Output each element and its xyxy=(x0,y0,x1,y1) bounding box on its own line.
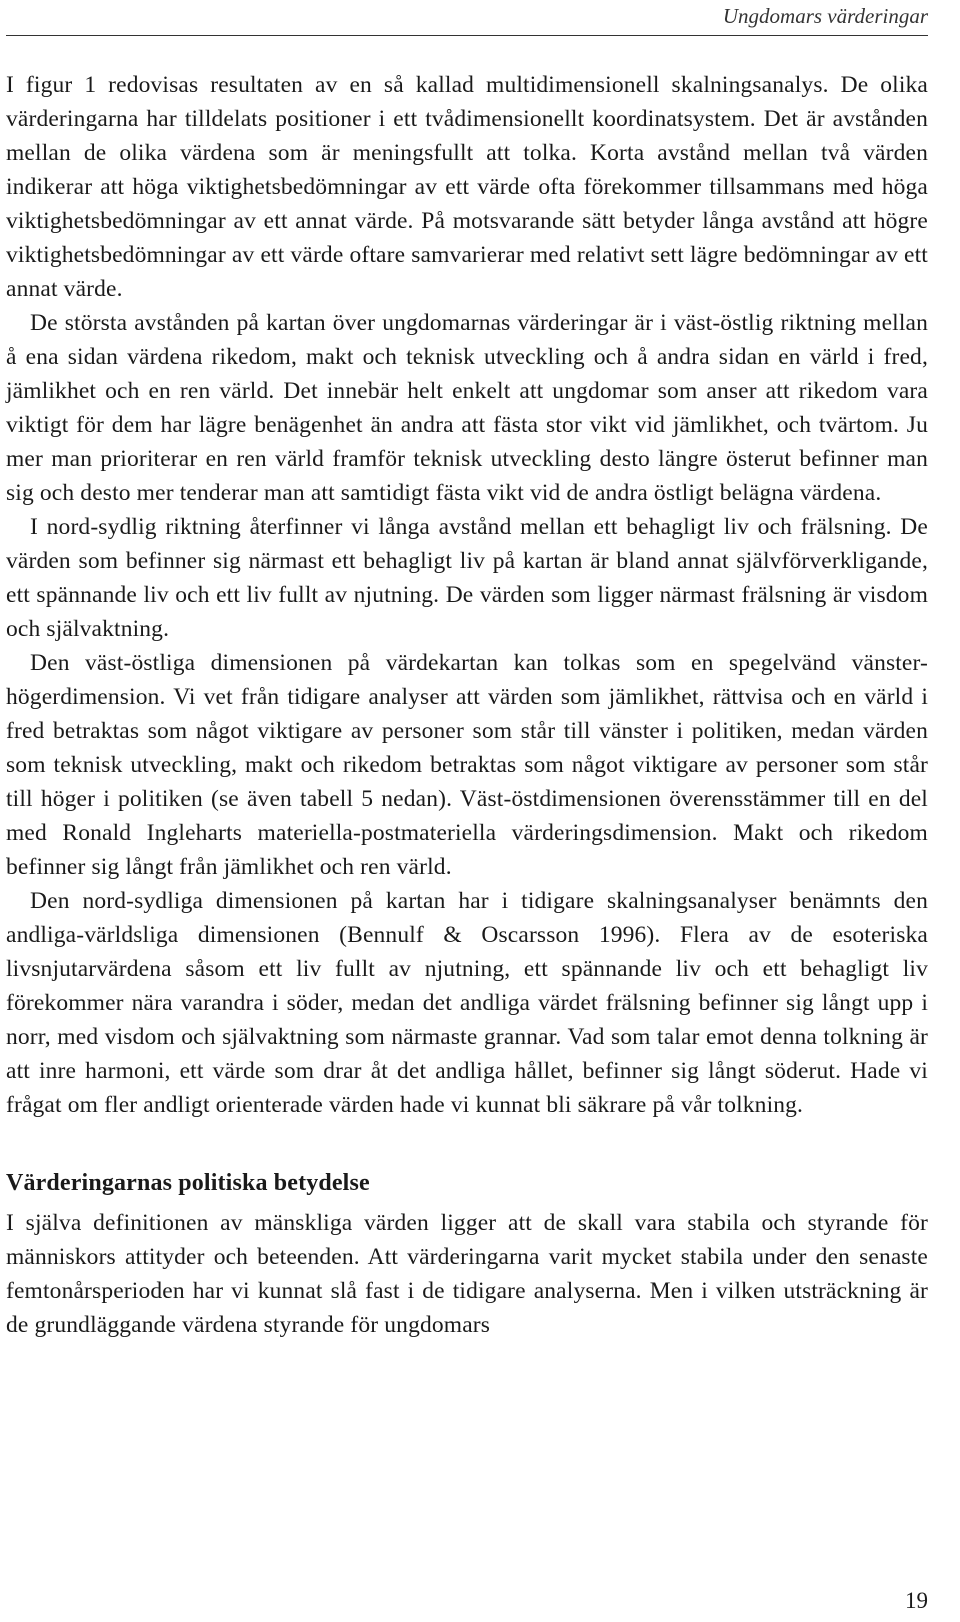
page-body xyxy=(6,68,928,1342)
body-paragraph-1: I figur 1 redovisas resultaten av en så kallad multidimensionell skalningsanalys. De olika värderingarna har tilldelats positioner i ett tvådimensionellt koordinatsystem. Det är avstånden mellan de olika värdena som är meningsfullt att tolka. Korta avstånd mellan två värden indikerar att höga viktighetsbedömningar av ett värde ofta förekommer tillsammans med höga viktighetsbedömningar av ett annat värde. På motsvarande sätt betyder långa avstånd att högre viktighetsbedömningar av ett värde oftare samvarierar med relativt sett lägre bedömningar av ett annat värde. xyxy=(6,72,928,302)
header-rule xyxy=(6,35,928,36)
section-heading: Värderingarnas politiska betydelse xyxy=(6,1170,370,1196)
body-paragraph-2: De största avstånden på kartan över ungdomarnas värderingar är i väst-östlig riktning mellan å ena sidan värdena rikedom, makt och teknisk utveckling och å andra sidan en värld i fred, jämlikhet och en ren värld. Det innebär helt enkelt att ungdomar som anser att rikedom vara viktigt för dem har lägre benägenhet än andra att fästa stor vikt vid jämlikhet, och tvärtom. Ju mer man prioriterar en ren värld framför teknisk utveckling desto längre österut befinner man sig och desto mer tenderar man att samtidigt fästa vikt vid de andra östligt belägna värdena. xyxy=(6,310,928,506)
section-paragraph: I själva definitionen av mänskliga värden ligger att de skall vara stabila och styrande för människors attityder och beteenden. Att värderingarna varit mycket stabila under den senaste femtonårsperioden har vi kunnat slå fast i de tidigare analyserna. Men i vilken utsträckning är de grundläggande värdena styrande för ungdomars xyxy=(6,1210,928,1338)
running-header-title: Ungdomars värderingar xyxy=(722,4,928,28)
page-number: 19 xyxy=(905,1588,928,1613)
body-paragraph-3: I nord-sydlig riktning återfinner vi långa avstånd mellan ett behagligt liv och frälsning. De värden som befinner sig närmast ett behagligt liv på kartan är bland annat självförverkligande, ett spännande liv och ett liv fullt av njutning. De värden som ligger närmast frälsning är visdom och självaktning. xyxy=(6,514,928,642)
body-paragraph-5: Den nord-sydliga dimensionen på kartan har i tidigare skalningsanalyser benämnts den andliga-världsliga dimensionen (Bennulf & Oscarsson 1996). Flera av de esoteriska livsnjutarvärdena såsom ett liv fullt av njutning, ett spännande liv och ett behagligt liv förekommer nära varandra i söder, medan det andliga värdet frälsning befinner sig långt upp i norr, med visdom och självaktning som närmaste grannar. Vad som talar emot denna tolkning är att inre harmoni, ett värde som drar åt det andliga hållet, befinner sig långt söderut. Hade vi frågat om fler andligt orienterade värden hade vi kunnat bli säkrare på vår tolkning. xyxy=(6,888,928,1118)
body-paragraph-4: Den väst-östliga dimensionen på värdekartan kan tolkas som en spegelvänd vänster-högerdimension. Vi vet från tidigare analyser att värden som jämlikhet, rättvisa och en värld i fred betraktas som något viktigare av personer som står till vänster i politiken, medan värden som teknisk utveckling, makt och rikedom betraktas som något viktigare av personer som står till höger i politiken (se även tabell 5 nedan). Väst-östdimensionen överensstämmer till en del med Ronald Ingleharts materiella-postmateriella värderingsdimension. Makt och rikedom befinner sig långt från jämlikhet och ren värld. xyxy=(6,650,928,880)
